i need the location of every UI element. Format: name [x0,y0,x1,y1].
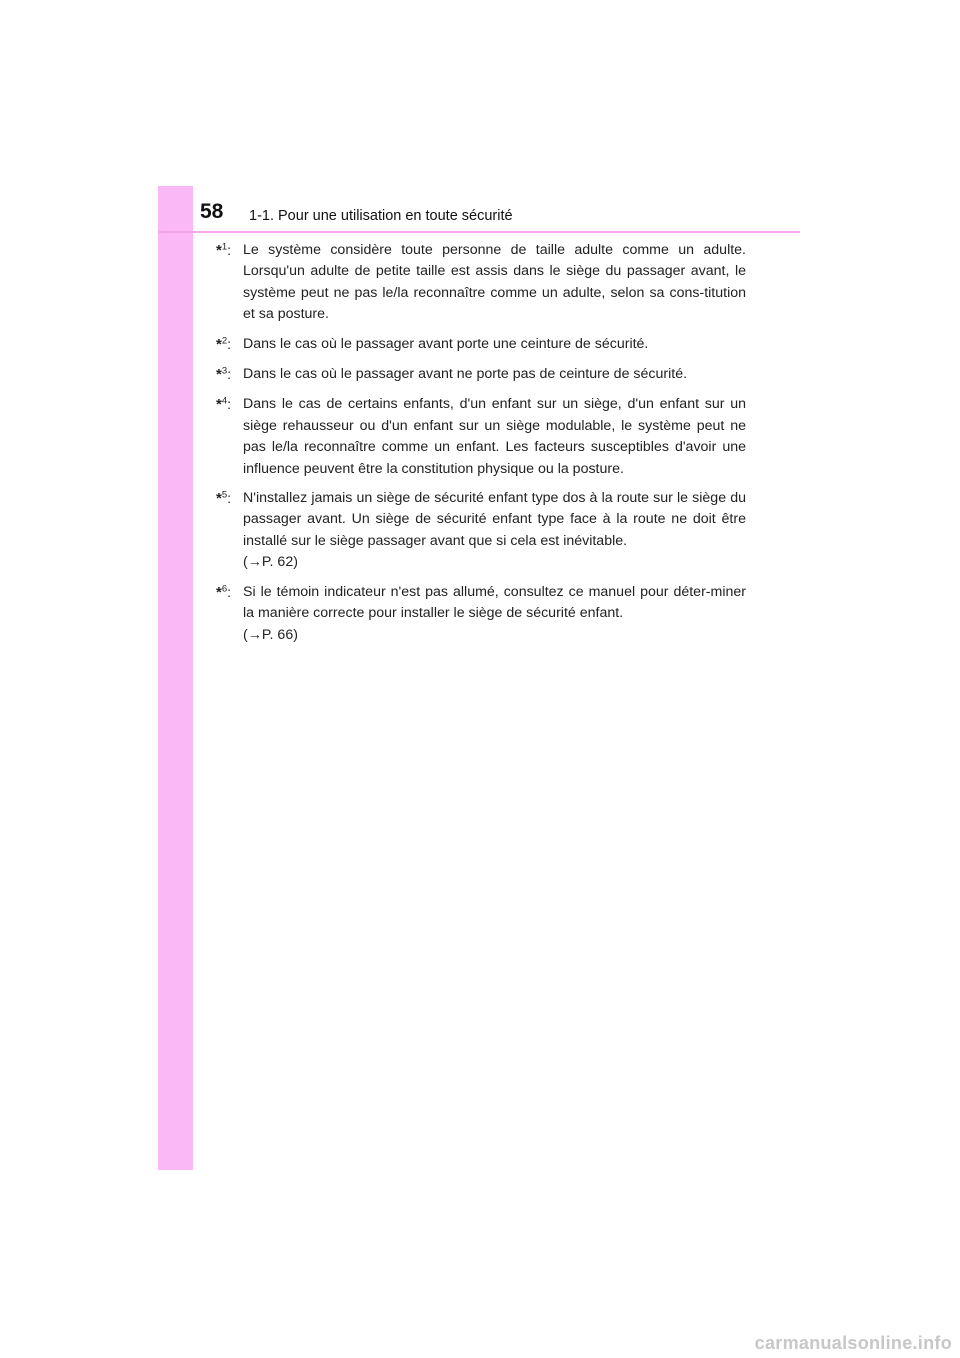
footnote-marker: *$^4$: [216,395,232,414]
watermark: carmanualsonline.info [754,1333,952,1353]
footnote-body [243,488,746,574]
footnote-text: Si le témoin indicateur n'est pas allumé, consultez ce manuel pour déter-miner la manière correcte pour installer le siège de sécurité enfant. [243,583,746,622]
side-margin-band [158,186,193,1170]
page-reference-link[interactable]: (→P. 62) [243,554,298,571]
footnote-text: Dans le cas où le passager avant ne porte pas de ceinture de sécurité. [243,366,688,383]
page-reference-link[interactable]: (→P. 66) [243,626,298,643]
footnote-6 [216,582,746,646]
header-rule [158,231,800,233]
footnote-2 [216,334,746,356]
footnotes-list [216,240,746,654]
footnote-text: Dans le cas où le passager avant porte une ceinture de sécurité. [243,335,649,352]
section-title: 1-1. Pour une utilisation en toute sécurité [249,208,513,224]
footnote-marker: *$^2$: [216,334,232,353]
footnote-marker: *$^3$: [216,365,232,384]
footnote-text: Le système considère toute personne de taille adulte comme un adulte. Lorsqu'un adulte de petite taille est assis dans le siège du passager avant, le système peut ne pas le/la reconnaître comme un adulte, selon sa cons-titution et sa posture. [243,242,746,323]
footnote-3 [216,364,746,386]
footnote-1 [216,240,746,326]
footnote-marker: *$^6$: [216,582,232,601]
footnote-4 [216,394,746,480]
footnote-marker: *$^5$: [216,489,232,508]
footnote-text: N'installez jamais un siège de sécurité enfant type dos à la route sur le siège du passager avant. Un siège de sécurité enfant type face à la route ne doit être installé sur le siège passager avant que si cela est inévitable. [243,490,746,549]
footnote-5 [216,488,746,574]
footnote-body [243,582,746,646]
footnote-text: Dans le cas de certains enfants, d'un enfant sur un siège, d'un enfant sur un siège rehausseur ou d'un enfant sur un siège modulable, le système peut ne pas le/la reconnaître comme un enfant. Les facteurs susceptibles d'avoir une influence peuvent être la constitution physique ou la posture. [243,396,746,477]
footnote-marker: *$^1$: [216,241,232,259]
page-number: 58 [200,200,224,223]
